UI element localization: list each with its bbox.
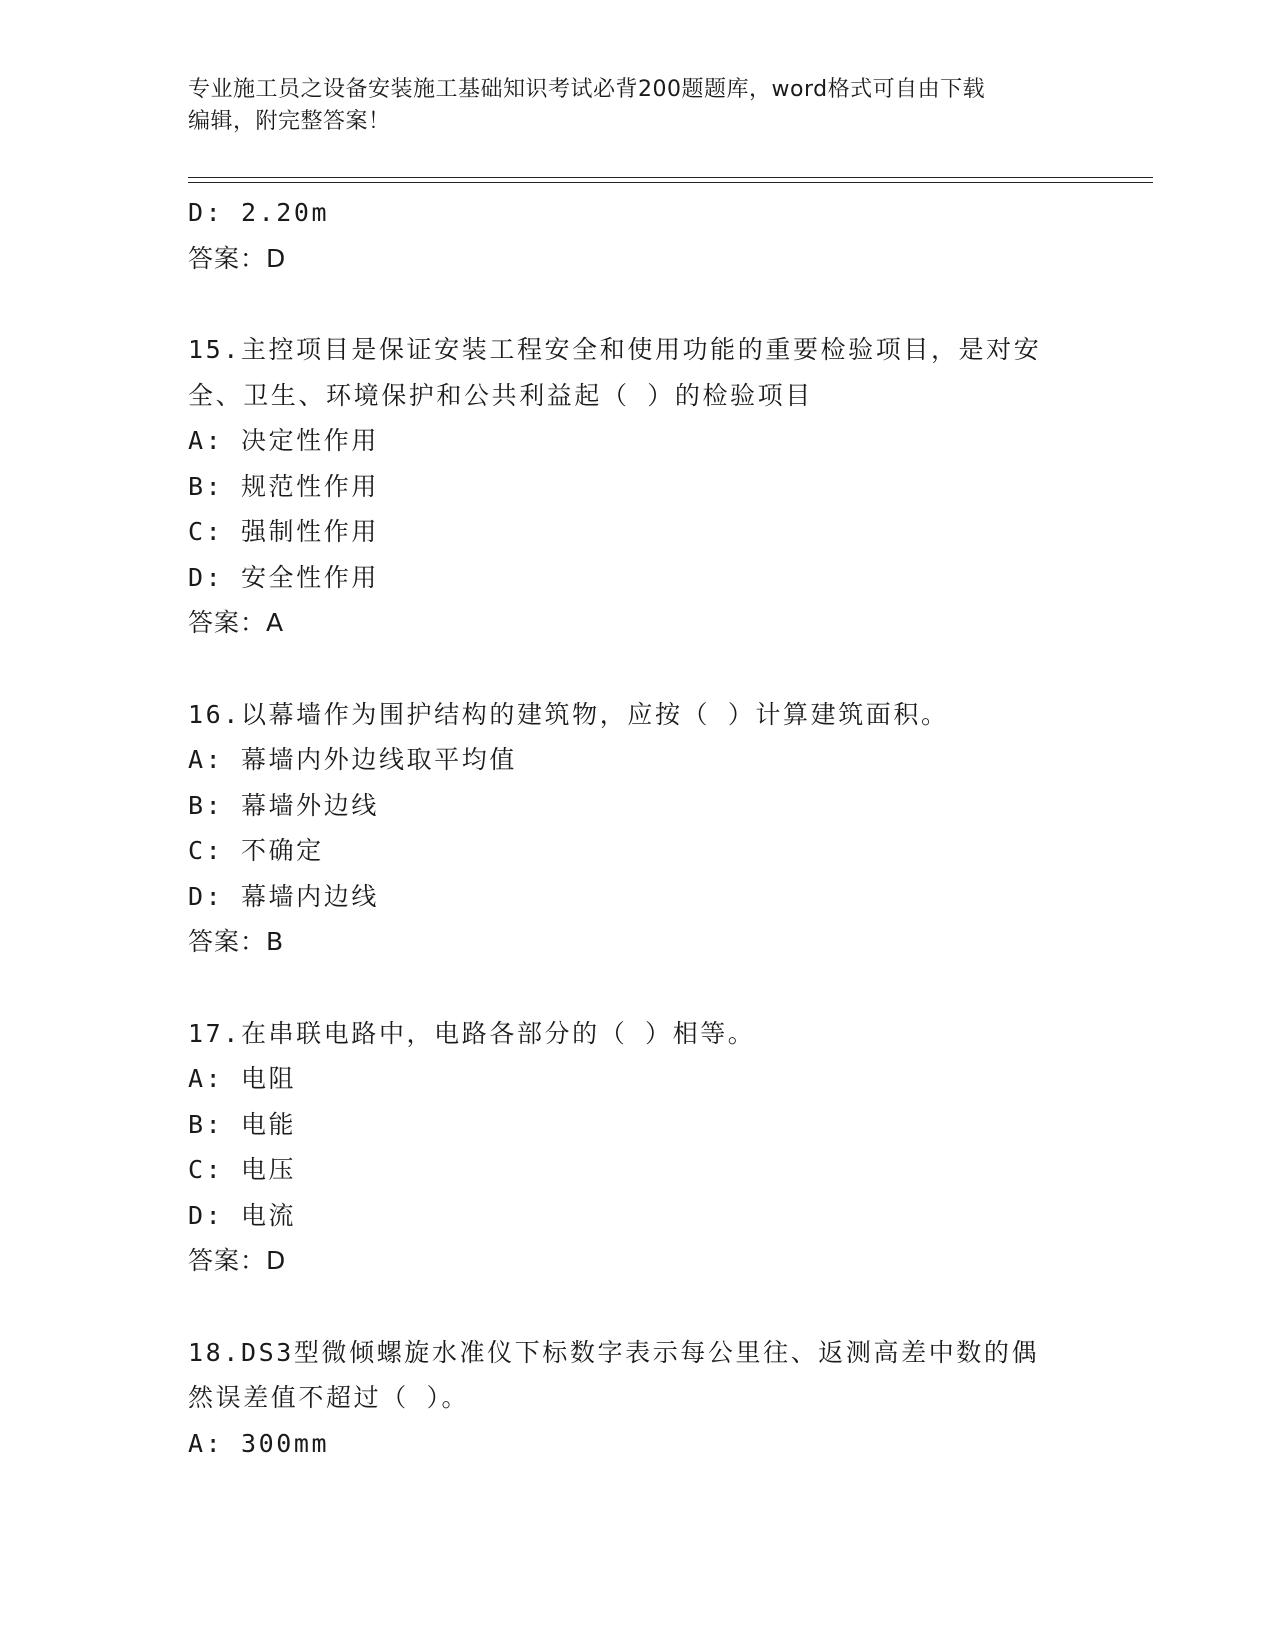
option-d: D: 安全性作用 bbox=[188, 562, 379, 592]
option-a: A: 300mm bbox=[188, 1428, 330, 1458]
document-header bbox=[188, 74, 1088, 138]
question-stem: 15.主控项目是保证安装工程安全和使用功能的重要检验项目，是对安 bbox=[188, 335, 1042, 364]
option-b: B: 幕墙外边线 bbox=[188, 790, 379, 820]
answer-line: 答案：D bbox=[188, 243, 287, 273]
option-a: A: 决定性作用 bbox=[188, 426, 379, 455]
question-stem: 然误差值不超过（ ）。 bbox=[188, 1383, 470, 1412]
option-b: B: 规范性作用 bbox=[188, 471, 379, 501]
option-b: B: 电能 bbox=[188, 1109, 297, 1139]
option-c: C: 强制性作用 bbox=[188, 517, 379, 546]
question-stem: 全、卫生、环境保护和公共利益起（ ）的检验项目 bbox=[188, 380, 813, 410]
option-c: C: 电压 bbox=[188, 1155, 297, 1184]
option-a: A: 幕墙内外边线取平均值 bbox=[188, 745, 517, 774]
header-divider-bottom bbox=[188, 182, 1153, 183]
answer-line: 答案：D bbox=[188, 1246, 287, 1275]
header-title-line-2: 编辑，附完整答案！ bbox=[188, 109, 391, 134]
answer-line: 答案：A bbox=[188, 608, 285, 637]
question-stem: 16.以幕墙作为围护结构的建筑物，应按（ ）计算建筑面积。 bbox=[188, 699, 949, 729]
answer-line: 答案：B bbox=[188, 927, 285, 956]
header-divider-top bbox=[188, 177, 1153, 178]
question-stem: 18.DS3型微倾螺旋水准仪下标数字表示每公里往、返测高差中数的偶 bbox=[188, 1337, 1040, 1367]
option-c: C: 不确定 bbox=[188, 836, 324, 865]
option-d: D: 幕墙内边线 bbox=[188, 881, 379, 911]
option-a: A: 电阻 bbox=[188, 1064, 297, 1093]
question-17 bbox=[188, 1011, 1088, 1284]
option-d: D: 2.20m bbox=[188, 198, 330, 227]
question-15 bbox=[188, 327, 1088, 646]
question-14-tail bbox=[188, 190, 1088, 281]
question-list bbox=[188, 190, 1088, 1466]
question-16 bbox=[188, 692, 1088, 965]
header-title-line-1: 专业施工员之设备安装施工基础知识考试必背200题题库，word格式可自由下载 bbox=[188, 77, 986, 102]
question-18 bbox=[188, 1330, 1088, 1467]
option-d: D: 电流 bbox=[188, 1200, 297, 1230]
question-stem: 17.在串联电路中，电路各部分的（ ）相等。 bbox=[188, 1018, 756, 1048]
